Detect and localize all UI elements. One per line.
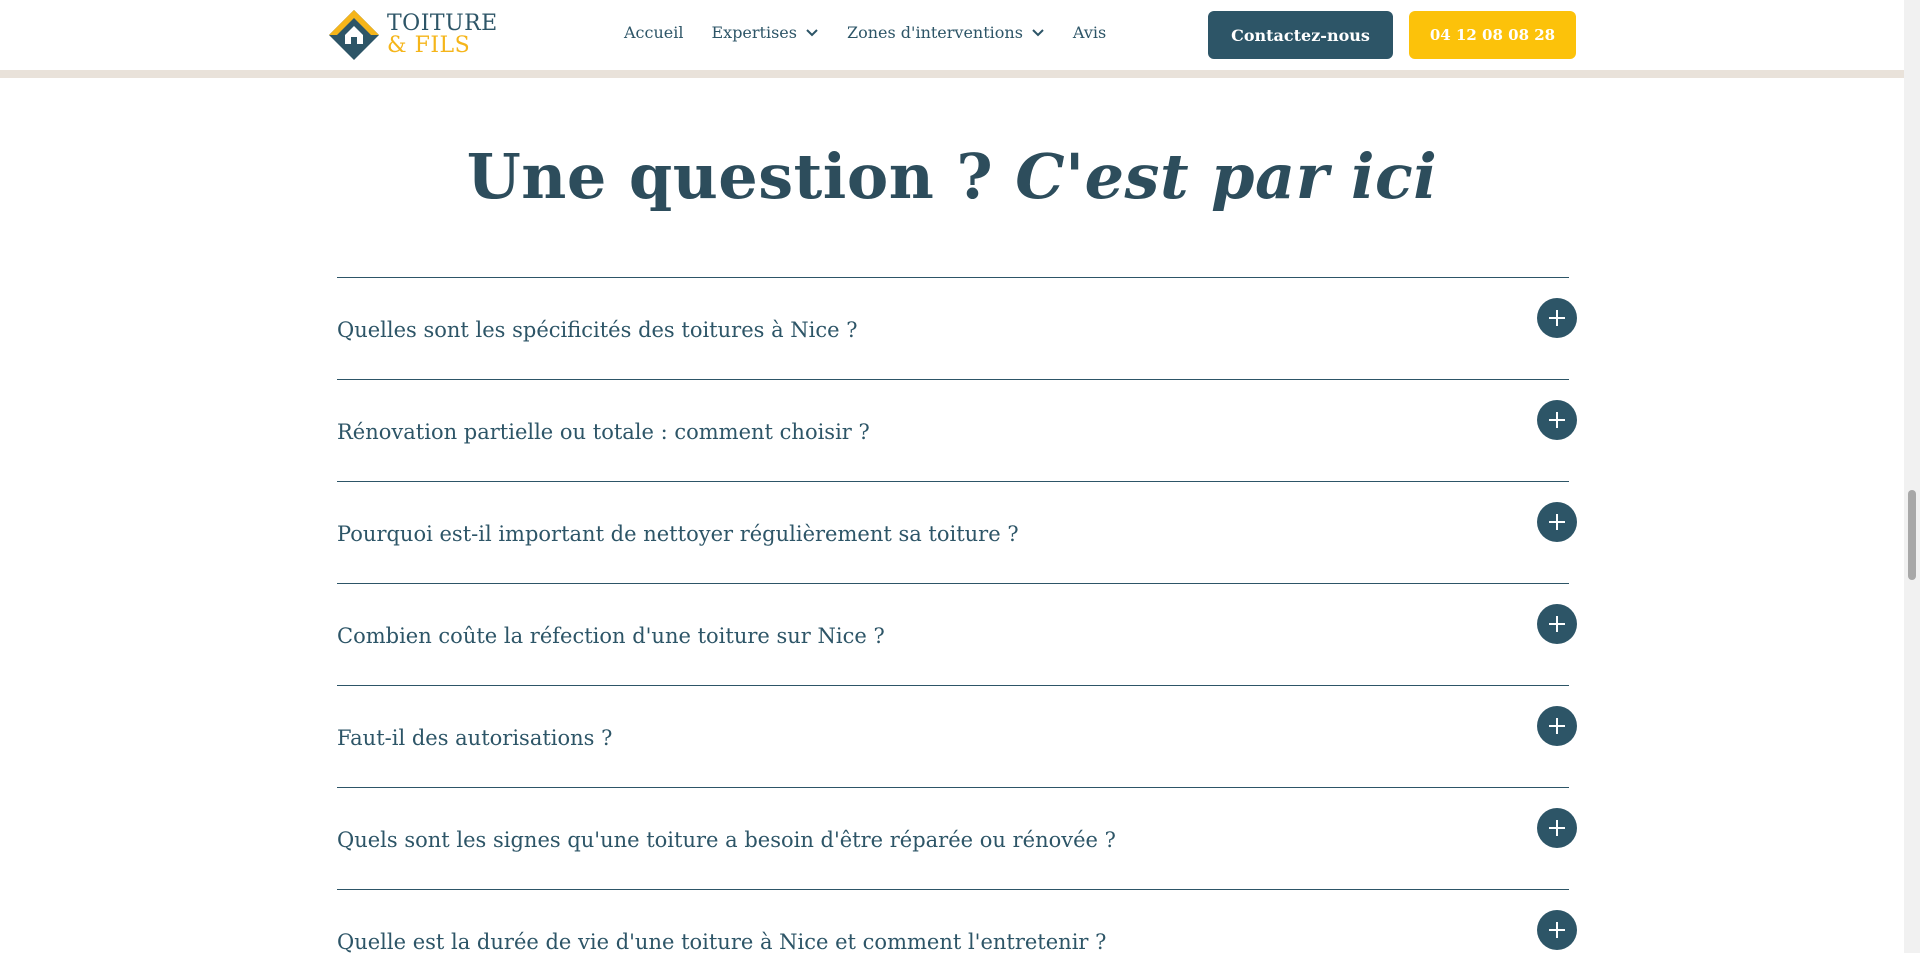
faq-item[interactable] <box>337 787 1569 889</box>
header-divider <box>0 70 1904 78</box>
chevron-down-icon <box>1031 26 1045 40</box>
chevron-down-icon <box>805 26 819 40</box>
expand-button[interactable] <box>1537 298 1577 338</box>
faq-list <box>337 277 1569 953</box>
nav-item-accueil[interactable] <box>624 23 683 42</box>
faq-item[interactable] <box>337 889 1569 953</box>
faq-question: Quels sont les signes qu'une toiture a besoin d'être réparée ou rénovée ? <box>337 828 1116 852</box>
expand-button[interactable] <box>1537 706 1577 746</box>
logo[interactable] <box>327 8 498 62</box>
logo-text-line1: TOITURE <box>387 11 498 36</box>
nav-item-label: Expertises <box>711 23 797 42</box>
faq-question: Rénovation partielle ou totale : comment choisir ? <box>337 420 870 444</box>
expand-button[interactable] <box>1537 604 1577 644</box>
phone-button[interactable]: 04 12 08 08 28 <box>1409 11 1576 59</box>
plus-icon <box>1546 409 1568 431</box>
page-scrollbar[interactable] <box>1904 0 1920 953</box>
plus-icon <box>1546 817 1568 839</box>
nav-item-label: Avis <box>1072 23 1107 42</box>
faq-question: Combien coûte la réfection d'une toiture sur Nice ? <box>337 624 885 648</box>
expand-button[interactable] <box>1537 910 1577 950</box>
expand-button[interactable] <box>1537 502 1577 542</box>
nav-item-avis[interactable] <box>1073 23 1106 42</box>
expand-button[interactable] <box>1537 400 1577 440</box>
plus-icon <box>1546 715 1568 737</box>
faq-item[interactable] <box>337 481 1569 583</box>
faq-title-italic: C'est par ici <box>1015 140 1438 213</box>
faq-item[interactable] <box>337 277 1569 379</box>
faq-item[interactable] <box>337 583 1569 685</box>
nav-item-expertises[interactable] <box>711 23 819 42</box>
faq-title <box>0 140 1904 213</box>
nav-item-label: Accueil <box>624 23 684 42</box>
main-nav <box>624 23 1134 42</box>
faq-title-plain: Une question ? <box>466 140 1016 213</box>
faq-item[interactable] <box>337 685 1569 787</box>
faq-question: Pourquoi est-il important de nettoyer régulièrement sa toiture ? <box>337 522 1019 546</box>
plus-icon <box>1546 511 1568 533</box>
plus-icon <box>1546 307 1568 329</box>
plus-icon <box>1546 919 1568 941</box>
site-header <box>0 0 1904 72</box>
roof-house-icon <box>327 8 381 62</box>
nav-item-label: Zones d'interventions <box>846 23 1023 42</box>
plus-icon <box>1546 613 1568 635</box>
contact-button[interactable]: Contactez-nous <box>1208 11 1393 59</box>
faq-question: Quelles sont les spécificités des toitures à Nice ? <box>337 318 858 342</box>
scrollbar-thumb[interactable] <box>1908 490 1916 580</box>
expand-button[interactable] <box>1537 808 1577 848</box>
nav-item-zones[interactable] <box>847 23 1045 42</box>
faq-question: Faut-il des autorisations ? <box>337 726 613 750</box>
logo-text-line2: & FILS <box>387 33 471 58</box>
faq-question: Quelle est la durée de vie d'une toiture à Nice et comment l'entretenir ? <box>337 930 1107 953</box>
faq-item[interactable] <box>337 379 1569 481</box>
